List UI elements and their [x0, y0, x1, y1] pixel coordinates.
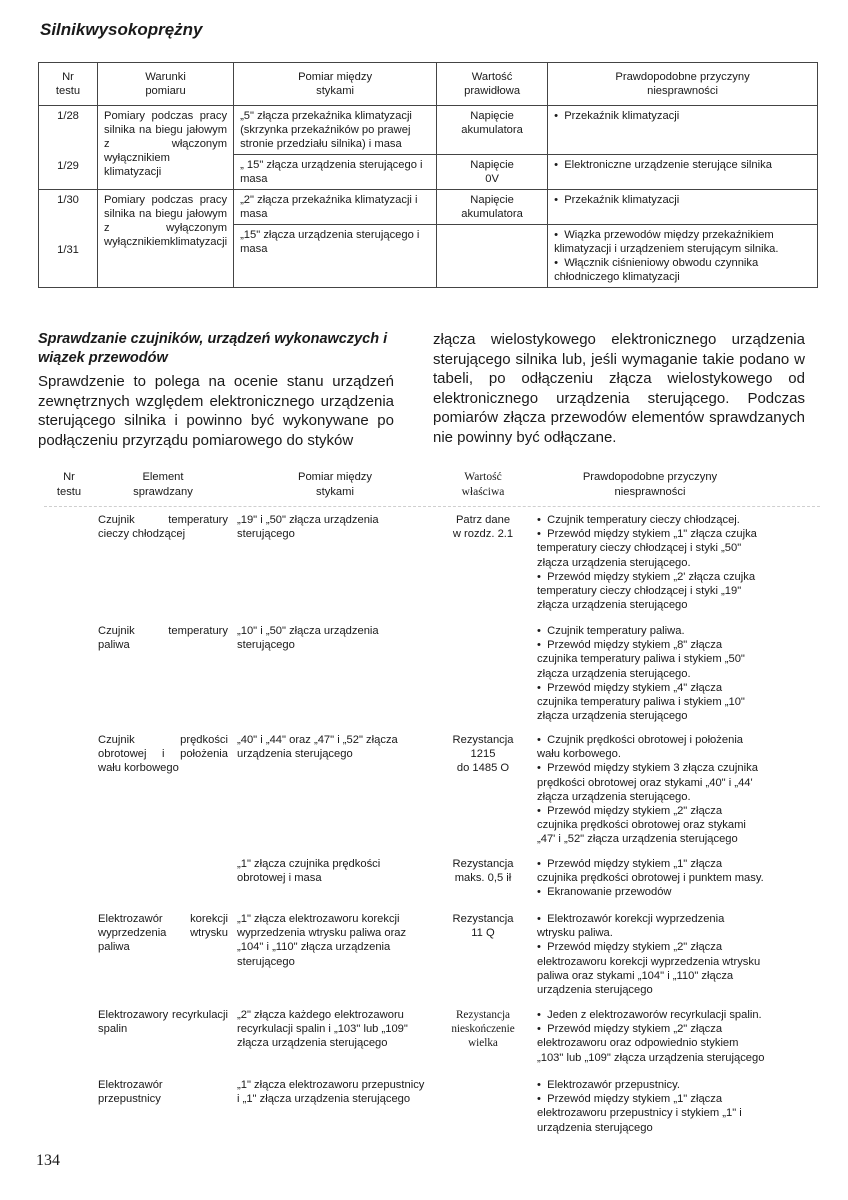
probable-causes: • Przekaźnik klimatyzacji [548, 106, 818, 155]
expected-value: Rezystancja nieskończenie wielka [451, 1009, 515, 1050]
header-nr: Nr testu [39, 63, 98, 106]
header-pomiar: Pomiar między stykami [298, 471, 372, 498]
probable-causes: • Jeden z elektrozaworów recyrkulacji spalin. • Przewód między stykiem „2" złącza elektrozaworu oraz odpowiednio stykiem „103" lub „109" złącza urządzenia sterującego [537, 1008, 765, 1065]
measurement-points: „1" złącza elektrozaworu korekcji wyprzedzenia wtrysku paliwa oraz „104" i „110" złącza urządzenia sterującego [237, 913, 407, 968]
probable-causes: • Czujnik temperatury cieczy chłodzącej. • Przewód między stykiem „1" złącza czujka temperatury cieczy chłodzącej i styki „50" złącza urządzenia sterującego. • Przewód między stykiem „2' złącza czujka temperatury cieczy chłodzącej i styki „19" złącza urządzenia sterującego [537, 513, 765, 612]
probable-causes: • Przekaźnik klimatyzacji [548, 190, 818, 225]
expected-value: Napięcie 0V [437, 155, 548, 190]
page-title: Silnikwysokoprężny [40, 20, 203, 39]
element-checked: Elektrozawory recyrkulacji spalin [98, 1009, 228, 1036]
test-number-cell: 1/30 1/31 [39, 190, 98, 288]
element-checked: Elektrozawór przepustnicy [98, 1079, 163, 1106]
section-heading: Sprawdzanie czujników, urządzeń wykonawczych i wiązek przewodów [38, 331, 388, 366]
test-table-climate [38, 62, 818, 288]
probable-causes: • Przewód między stykiem „1" złącza czujnika prędkości obrotowej i punktem masy. • Ekranowanie przewodów [537, 857, 765, 900]
probable-causes: • Czujnik prędkości obrotowej i położenia wału korbowego. • Przewód między stykiem 3 złącza czujnika prędkości obrotowej oraz stykami „40" i „44' złącza urządzenia sterującego. • Przewód między stykiem „2" złącza czujnika prędkości obrotowej oraz stykami „47' i „52" złącza urządzenia sterującego [537, 733, 765, 847]
measurement-points: „40" i „44" oraz „47" i „52" złącza urządzenia sterującego [237, 734, 398, 761]
measurement-points: „ 15" złącza urządzenia sterującego i masa [234, 155, 437, 190]
header-warunki: Warunki pomiaru [98, 63, 234, 106]
expected-value [437, 225, 548, 288]
measurement-points: „15" złącza urządzenia sterującego i masa [234, 225, 437, 288]
measurement-points: „2" złącza przekaźnika klimatyzacji i masa [234, 190, 437, 225]
header-nr: Nr testu [56, 471, 82, 498]
test-number-cell: 1/28 1/29 [39, 106, 98, 190]
page-number: 134 [36, 1152, 60, 1169]
header-pomiar: Pomiar między stykami [234, 63, 437, 106]
measurement-points: „1" złącza elektrozaworu przepustnicy i „1" złącza urządzenia sterującego [237, 1079, 425, 1106]
expected-value: Rezystancja 11 Q [452, 913, 514, 940]
probable-causes: • Wiązka przewodów między przekaźnikiem klimatyzacji i urządzeniem sterującym silnika. • Włącznik ciśnieniowy obwodu czynnika chłodniczego klimatyzacji [548, 225, 818, 288]
measurement-points: „1" złącza czujnika prędkości obrotowej i masa [237, 858, 381, 885]
probable-causes: • Czujnik temperatury paliwa. • Przewód między stykiem „8" złącza czujnika temperatury paliwa i stykiem „50" złącza urządzenia sterującego. • Przewód między stykiem „4" złącza czujnika temperatury paliwa i stykiem „10" złącza urządzenia sterującego [537, 624, 765, 723]
header-przyczyny: Prawdopodobne przyczyny niesprawności [548, 63, 818, 106]
paragraph-left: Sprawdzenie to polega na ocenie stanu urządzeń zewnętrznych względem elektronicznego urządzenia sterującego silnika i powinno być wykonywane po podłączeniu przyrządu pomiarowego do styków [38, 373, 394, 449]
element-checked: Czujnik temperatury cieczy chłodzącej [98, 514, 228, 541]
probable-causes: • Elektrozawór przepustnicy. • Przewód między stykiem „1" złącza elektrozaworu przepustnicy i stykiem „1" i urządzenia sterującego [537, 1078, 765, 1135]
header-przyczyny: Prawdopodobne przyczyny niesprawności [582, 471, 718, 498]
measurement-conditions: Pomiary podczas pracy silnika na biegu jałowym z wyłączonym wyłącznikiemklimatyzacji [98, 190, 234, 288]
header-wartosc: Wartość właściwa [461, 471, 505, 498]
header-divider [44, 506, 820, 507]
expected-value: Rezystancja 1215 do 1485 O [452, 734, 514, 775]
element-checked: Elektrozawór korekcji wyprzedzenia wtrysku paliwa [98, 913, 228, 954]
measurement-points: „10" i „50" złącza urządzenia sterującego [237, 625, 379, 652]
measurement-points: „19" i „50" złącza urządzenia sterującego [237, 514, 379, 541]
header-wartosc: Wartość prawidłowa [437, 63, 548, 106]
element-checked: Czujnik temperatury paliwa [98, 625, 228, 652]
probable-causes: • Elektroniczne urządzenie sterujące silnika [548, 155, 818, 190]
expected-value: Rezystancja maks. 0,5 ił [452, 858, 514, 885]
table-header-row [39, 63, 818, 106]
expected-value: Patrz dane w rozdz. 2.1 [452, 514, 514, 541]
element-checked: Czujnik prędkości obrotowej i położenia wału korbowego [98, 734, 228, 775]
expected-value: Napięcie akumulatora [437, 190, 548, 225]
table-row [39, 190, 818, 225]
header-element: Element sprawdzany [133, 471, 193, 498]
measurement-points: „5" złącza przekaźnika klimatyzacji (skrzynka przekaźników po prawej stronie przedziału silnika) i masa [234, 106, 437, 155]
probable-causes: • Elektrozawór korekcji wyprzedzenia wtrysku paliwa. • Przewód między stykiem „2" złącza elektrozaworu korekcji wyprzedzenia wtrysku paliwa oraz stykami „104" i „110" złącza urządzenia sterującego [537, 912, 765, 997]
measurement-points: „2" złącza każdego elektrozaworu recyrkulacji spalin i „103" lub „109" złącza urządzenia sterującego [237, 1009, 408, 1050]
measurement-conditions: Pomiary podczas pracy silnika na biegu jałowym z włączonym wyłącznikiem klimatyzacji [98, 106, 234, 190]
paragraph-right: złącza wielostykowego elektronicznego urządzenia sterującego silnika lub, jeśli wymaganie takie podano w tabeli, po odłączeniu złącza wielostykowego od elektronicznego urządzenia sterującego. Podczas pomiarów złącza przewodów elementów sprawdzanych nie powinny być odłączane. [433, 331, 805, 446]
expected-value: Napięcie akumulatora [437, 106, 548, 155]
table-row [39, 106, 818, 155]
